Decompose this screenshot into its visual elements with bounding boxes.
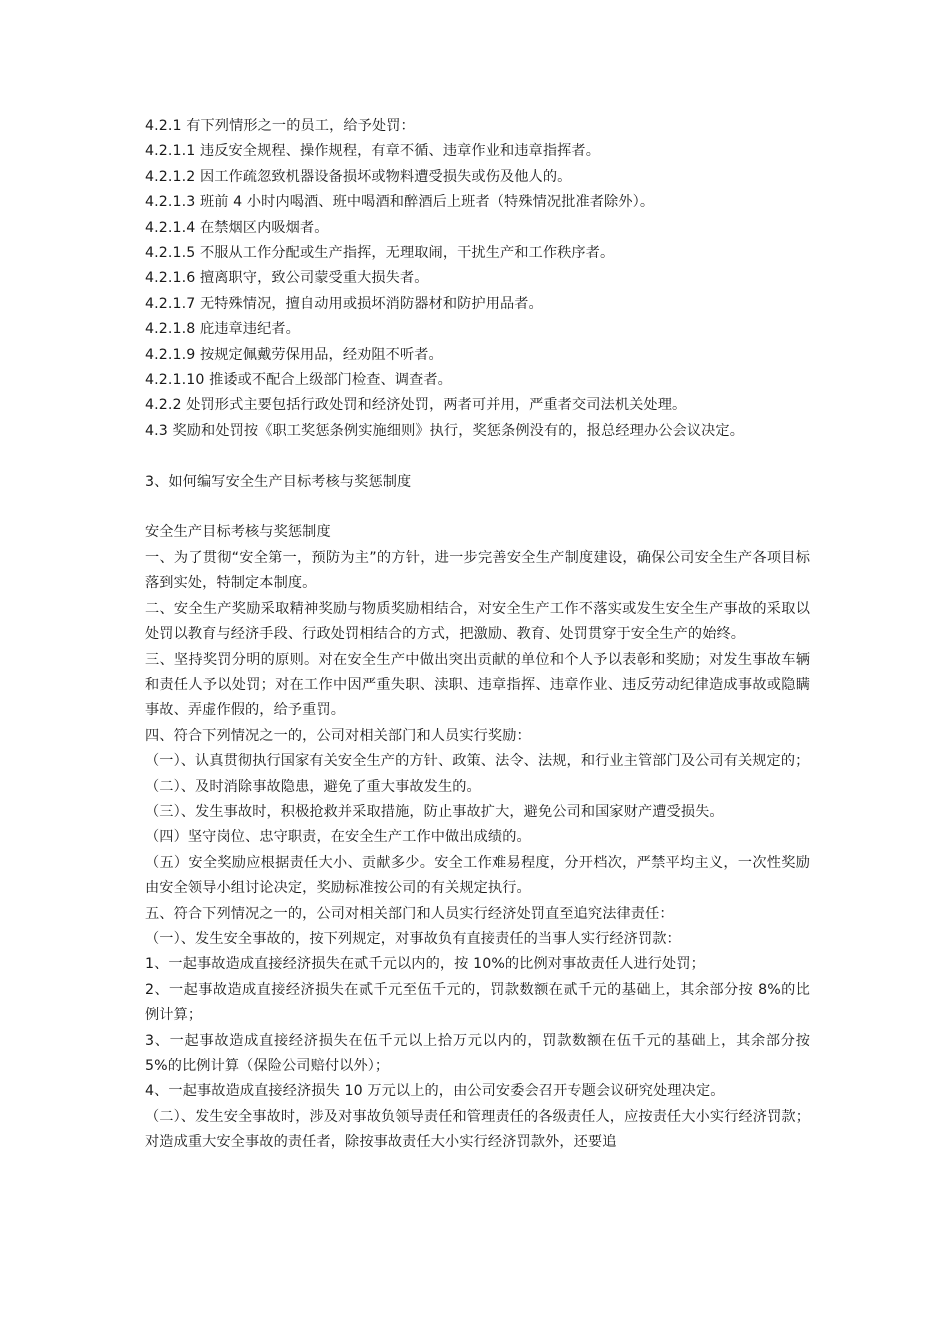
clause-4-2-1-3: 4.2.1.3 班前 4 小时内喝酒、班中喝酒和醉酒后上班者（特殊情况批准者除外）。 <box>145 194 655 211</box>
document-title: 安全生产目标考核与奖惩制度 <box>145 524 331 541</box>
paragraph: （一）、认真贯彻执行国家有关安全生产的方针、政策、法令、法规，和行业主管部门及公司有关规定的； <box>145 753 810 770</box>
paragraph: （五）安全奖励应根据责任大小、贡献多少。安全工作难易程度，分开档次，严禁平均主义，一次性奖励由安全领导小组讨论决定，奖励标准按公司的有关规定执行。 <box>145 854 810 897</box>
document-page <box>145 114 810 1156</box>
paragraph: （三）、发生事故时，积极抢救并采取措施，防止事故扩大，避免公司和国家财产遭受损失。 <box>145 803 724 820</box>
clause-4-2-1-8: 4.2.1.8 庇违章违纪者。 <box>145 321 300 338</box>
paragraph: 五、符合下列情况之一的，公司对相关部门和人员实行经济处罚直至追究法律责任： <box>145 905 674 922</box>
paragraph: 4、一起事故造成直接经济损失 10 万元以上的，由公司安委会召开专题会议研究处理决定。 <box>145 1083 725 1100</box>
clause-4-2-2: 4.2.2 处罚形式主要包括行政处罚和经济处罚，两者可并用，严重者交司法机关处理。 <box>145 397 687 414</box>
section-heading: 3、如何编写安全生产目标考核与奖惩制度 <box>145 473 412 490</box>
paragraph: 二、安全生产奖励采取精神奖励与物质奖励相结合，对安全生产工作不落实或发生安全生产事故的采取以处罚以教育与经济手段、行政处罚相结合的方式，把激励、教育、处罚贯穿于安全生产的始终。 <box>145 600 810 643</box>
paragraph: 2、一起事故造成直接经济损失在贰千元至伍千元的，罚款数额在贰千元的基础上，其余部分按 8%的比例计算； <box>145 981 810 1024</box>
paragraph: 3、一起事故造成直接经济损失在伍千元以上拾万元以内的，罚款数额在伍千元的基础上，其余部分按 5%的比例计算（保险公司赔付以外）； <box>145 1032 810 1074</box>
paragraph: 四、符合下列情况之一的，公司对相关部门和人员实行奖励： <box>145 727 531 744</box>
spacer <box>145 444 810 469</box>
paragraph: 一、为了贯彻“安全第一，预防为主”的方针，进一步完善安全生产制度建设，确保公司安全生产各项目标落到实处，特制定本制度。 <box>145 549 810 592</box>
clause-4-2-1-6: 4.2.1.6 擅离职守，致公司蒙受重大损失者。 <box>145 270 429 287</box>
paragraph: （二）、发生安全事故时，涉及对事故负领导责任和管理责任的各级责任人，应按责任大小实行经济罚款；对造成重大安全事故的责任者，除按事故责任大小实行经济罚款外，还要追 <box>145 1108 810 1151</box>
paragraph: （四）坚守岗位、忠守职责，在安全生产工作中做出成绩的。 <box>145 829 531 846</box>
paragraph: （一）、发生安全事故的，按下列规定，对事故负有直接责任的当事人实行经济罚款： <box>145 930 681 947</box>
clause-4-3: 4.3 奖励和处罚按《职工奖惩条例实施细则》执行，奖惩条例没有的，报总经理办公会议决定。 <box>145 422 744 439</box>
clause-4-2-1-4: 4.2.1.4 在禁烟区内吸烟者。 <box>145 219 329 236</box>
clause-4-2-1-9: 4.2.1.9 按规定佩戴劳保用品，经劝阻不听者。 <box>145 346 443 363</box>
clause-4-2-1-1: 4.2.1.1 违反安全规程、操作规程，有章不循、违章作业和违章指挥者。 <box>145 143 600 160</box>
clause-4-2-1-7: 4.2.1.7 无特殊情况，擅自动用或损坏消防器材和防护用品者。 <box>145 295 543 312</box>
clause-4-2-1-intro: 4.2.1 有下列情形之一的员工，给予处罚： <box>145 118 415 134</box>
paragraph: （二）、及时消除事故隐患，避免了重大事故发生的。 <box>145 778 481 795</box>
paragraph: 三、坚持奖罚分明的原则。对在安全生产中做出突出贡献的单位和个人予以表彰和奖励；对发生事故车辆和责任人予以处罚；对在工作中因严重失职、渎职、违章指挥、违章作业、违反劳动纪律造成事故或隐瞒事故、弄虚作假的，给予重罚。 <box>145 651 810 719</box>
clause-4-2-1-5: 4.2.1.5 不服从工作分配或生产指挥，无理取闹，干扰生产和工作秩序者。 <box>145 245 615 262</box>
clause-4-2-1-10: 4.2.1.10 推诿或不配合上级部门检查、调查者。 <box>145 372 452 389</box>
spacer <box>145 495 810 520</box>
clause-4-2-1-2: 4.2.1.2 因工作疏忽致机器设备损坏或物料遭受损失或伤及他人的。 <box>145 168 572 185</box>
paragraph: 1、一起事故造成直接经济损失在贰千元以内的，按 10%的比例对事故责任人进行处罚； <box>145 956 705 973</box>
